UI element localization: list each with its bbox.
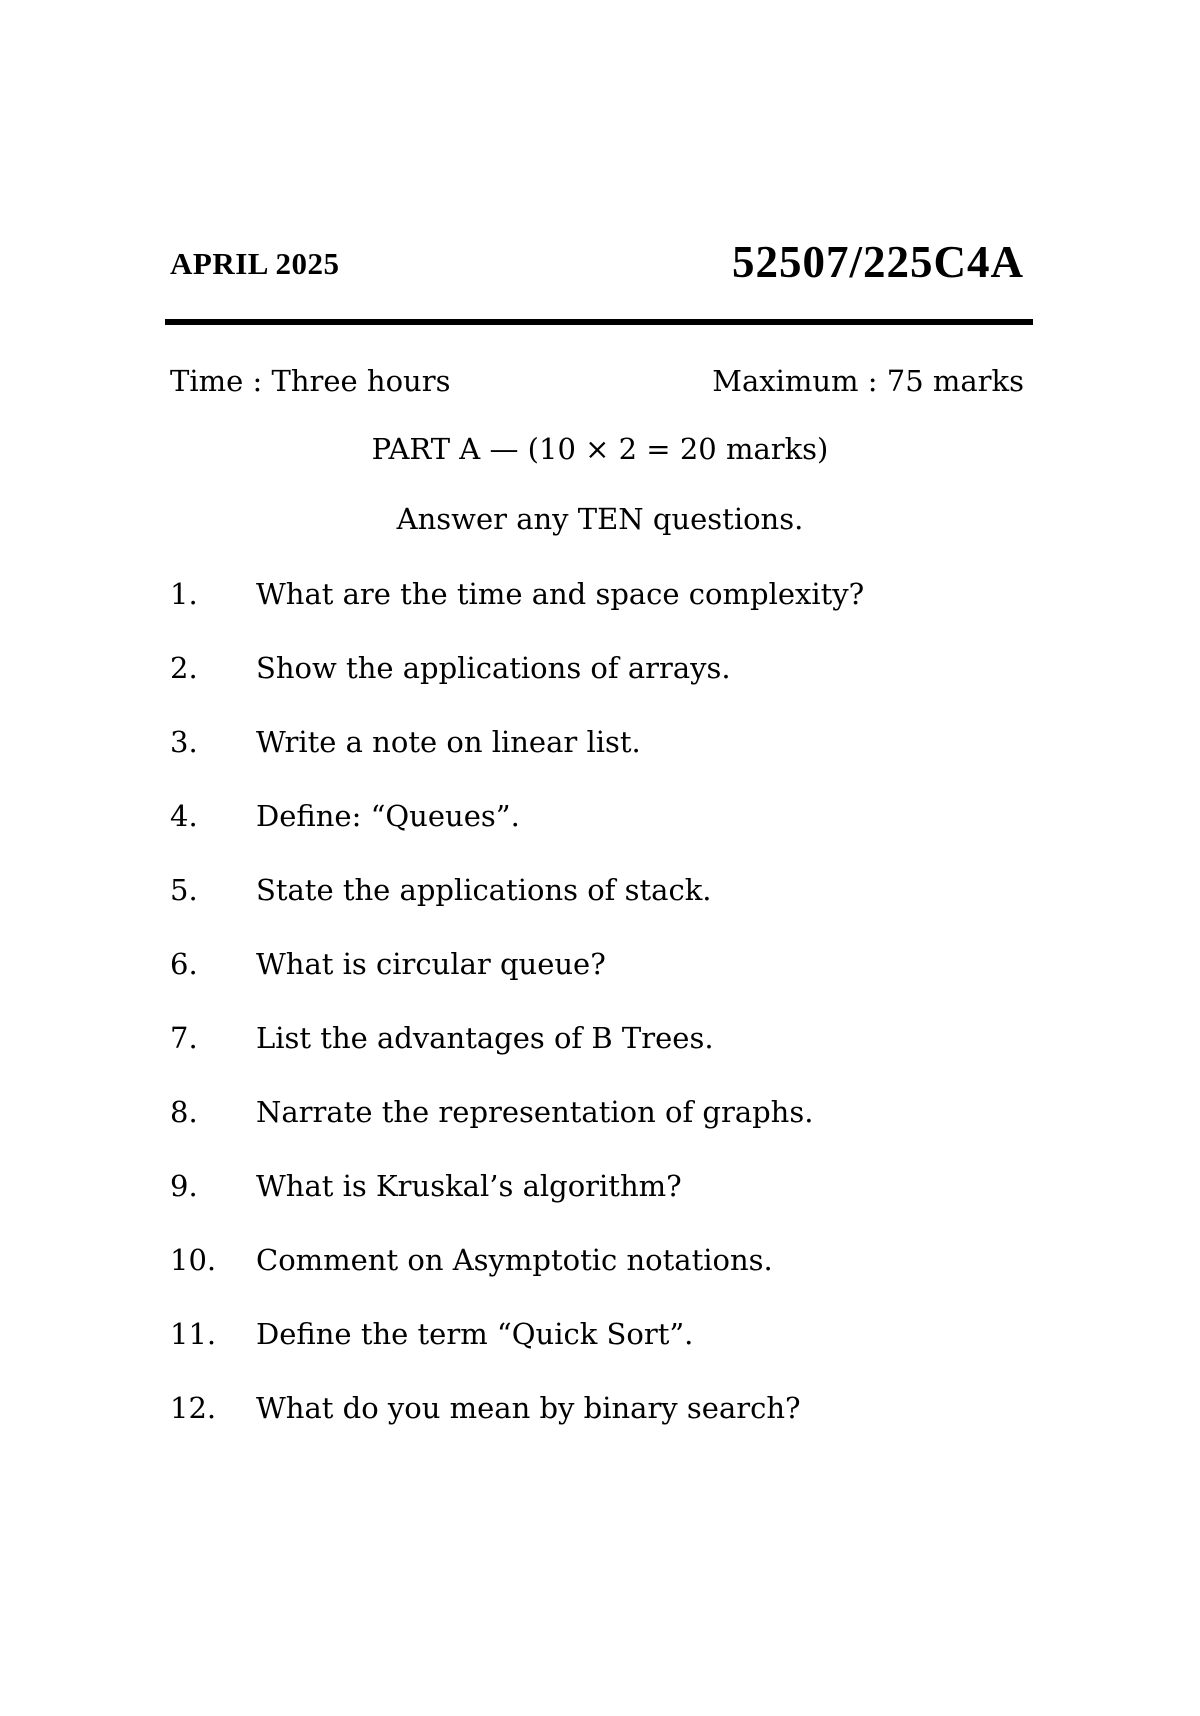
part-instruction: Answer any TEN questions.	[396, 502, 804, 536]
question-item	[170, 799, 1030, 873]
question-item	[170, 1169, 1030, 1243]
question-number: 11.	[170, 1317, 217, 1351]
question-text: Define: “Queues”.	[256, 799, 520, 833]
question-text: Comment on Asymptotic notations.	[256, 1243, 773, 1277]
question-number: 7.	[170, 1021, 198, 1055]
question-item	[170, 1095, 1030, 1169]
question-list	[170, 577, 1030, 1465]
question-text: State the applications of stack.	[256, 873, 712, 907]
question-number: 5.	[170, 873, 198, 907]
question-text: Show the applications of arrays.	[256, 651, 731, 685]
question-text: Write a note on linear list.	[256, 725, 641, 759]
part-heading: PART A — (10 × 2 = 20 marks)	[371, 432, 829, 466]
exam-month-year: APRIL 2025	[170, 246, 340, 281]
paper-code: 52507/225C4A	[732, 237, 1024, 287]
question-number: 1.	[170, 577, 198, 611]
question-item	[170, 1317, 1030, 1391]
question-number: 6.	[170, 947, 198, 981]
question-number: 2.	[170, 651, 198, 685]
question-item	[170, 577, 1030, 651]
question-number: 12.	[170, 1391, 217, 1425]
question-text: What is circular queue?	[256, 947, 606, 981]
question-number: 10.	[170, 1243, 217, 1277]
question-number: 3.	[170, 725, 198, 759]
exam-meta	[170, 364, 1030, 404]
question-number: 8.	[170, 1095, 198, 1129]
question-item	[170, 651, 1030, 725]
exam-max-marks: Maximum : 75 marks	[712, 364, 1024, 398]
question-item	[170, 947, 1030, 1021]
question-item	[170, 1021, 1030, 1095]
question-text: Define the term “Quick Sort”.	[256, 1317, 694, 1351]
question-text: List the advantages of B Trees.	[256, 1021, 714, 1055]
exam-duration: Time : Three hours	[170, 364, 451, 398]
question-number: 9.	[170, 1169, 198, 1203]
question-item	[170, 1391, 1030, 1465]
question-item	[170, 725, 1030, 799]
question-number: 4.	[170, 799, 198, 833]
question-text: What is Kruskal’s algorithm?	[256, 1169, 682, 1203]
question-text: What do you mean by binary search?	[256, 1391, 801, 1425]
header-divider	[165, 319, 1033, 325]
question-item	[170, 873, 1030, 947]
question-text: What are the time and space complexity?	[256, 577, 865, 611]
question-text: Narrate the representation of graphs.	[256, 1095, 814, 1129]
exam-header	[170, 238, 1030, 288]
question-item	[170, 1243, 1030, 1317]
